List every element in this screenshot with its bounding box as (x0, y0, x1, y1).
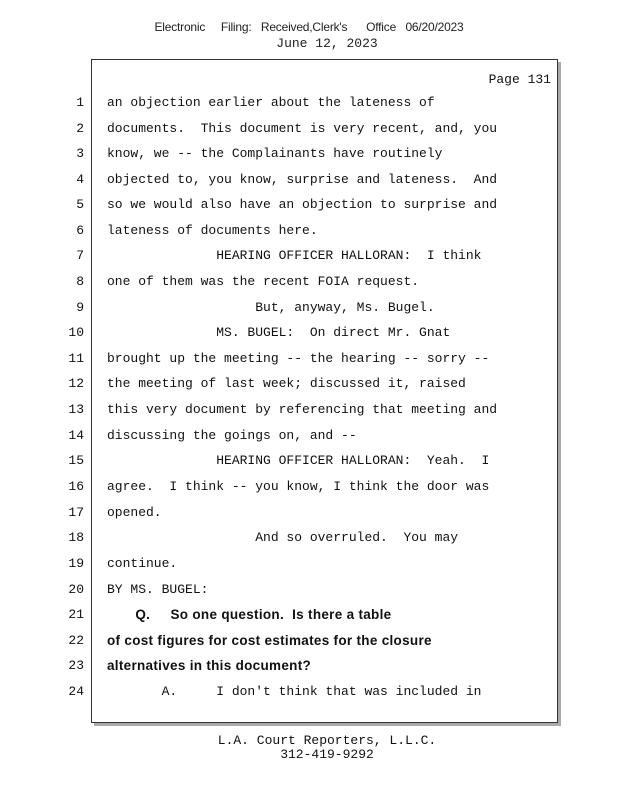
line-text: documents. This document is very recent, and, you (107, 121, 498, 136)
line-number: 9 (76, 300, 84, 315)
transcript-date: June 12, 2023 (276, 36, 378, 51)
line-text: so we would also have an objection to surprise and (107, 197, 498, 212)
line-text: HEARING OFFICER HALLORAN: I think (107, 248, 482, 263)
line-number: 15 (68, 453, 84, 468)
line-number: 2 (76, 121, 84, 136)
line-text: the meeting of last week; discussed it, raised (107, 376, 466, 391)
line-number: 24 (68, 684, 84, 699)
line-text: one of them was the recent FOIA request. (107, 274, 420, 289)
line-text: lateness of documents here. (107, 223, 318, 238)
line-number: 18 (68, 530, 84, 545)
line-number: 19 (68, 556, 84, 571)
line-text: A. I don't think that was included in (107, 684, 482, 699)
footer-phone: 312-419-9292 (280, 747, 374, 762)
line-number: 16 (68, 479, 84, 494)
line-number: 11 (68, 351, 84, 366)
line-number: 13 (68, 402, 84, 417)
line-number: 21 (68, 607, 84, 622)
page-number: Page 131 (488, 72, 551, 87)
line-number: 23 (68, 658, 84, 673)
line-text: HEARING OFFICER HALLORAN: Yeah. I (107, 453, 490, 468)
line-text: Q. So one question. Is there a table (107, 607, 392, 622)
line-text: brought up the meeting -- the hearing -- sorry -- (107, 351, 490, 366)
line-number: 8 (76, 274, 84, 289)
line-text: discussing the goings on, and -- (107, 428, 357, 443)
line-text: agree. I think -- you know, I think the door was (107, 479, 490, 494)
line-number: 1 (76, 95, 84, 110)
line-text: objected to, you know, surprise and lateness. And (107, 172, 498, 187)
line-number: 20 (68, 582, 84, 597)
line-text: BY MS. BUGEL: (107, 582, 209, 597)
line-text: opened. (107, 505, 162, 520)
line-number: 4 (76, 172, 84, 187)
footer-company: L.A. Court Reporters, L.L.C. (217, 733, 437, 748)
line-number: 17 (68, 505, 84, 520)
line-number: 14 (68, 428, 84, 443)
line-text: And so overruled. You may (107, 530, 459, 545)
filing-stamp: Electronic Filing: Received,Clerk's Office 06/20/2023 (154, 20, 464, 34)
line-text: an objection earlier about the lateness of (107, 95, 435, 110)
line-number: 6 (76, 223, 84, 238)
line-text: know, we -- the Complainants have routinely (107, 146, 443, 161)
line-number: 7 (76, 248, 84, 263)
line-number: 12 (68, 376, 84, 391)
line-text: alternatives in this document? (107, 658, 312, 673)
line-number: 10 (68, 325, 84, 340)
line-text: But, anyway, Ms. Bugel. (107, 300, 435, 315)
line-text: of cost figures for cost estimates for the closure (107, 633, 432, 648)
line-number: 5 (76, 197, 84, 212)
line-text: MS. BUGEL: On direct Mr. Gnat (107, 325, 451, 340)
line-text: this very document by referencing that meeting and (107, 402, 498, 417)
line-number: 22 (68, 633, 84, 648)
line-number: 3 (76, 146, 84, 161)
line-text: continue. (107, 556, 178, 571)
